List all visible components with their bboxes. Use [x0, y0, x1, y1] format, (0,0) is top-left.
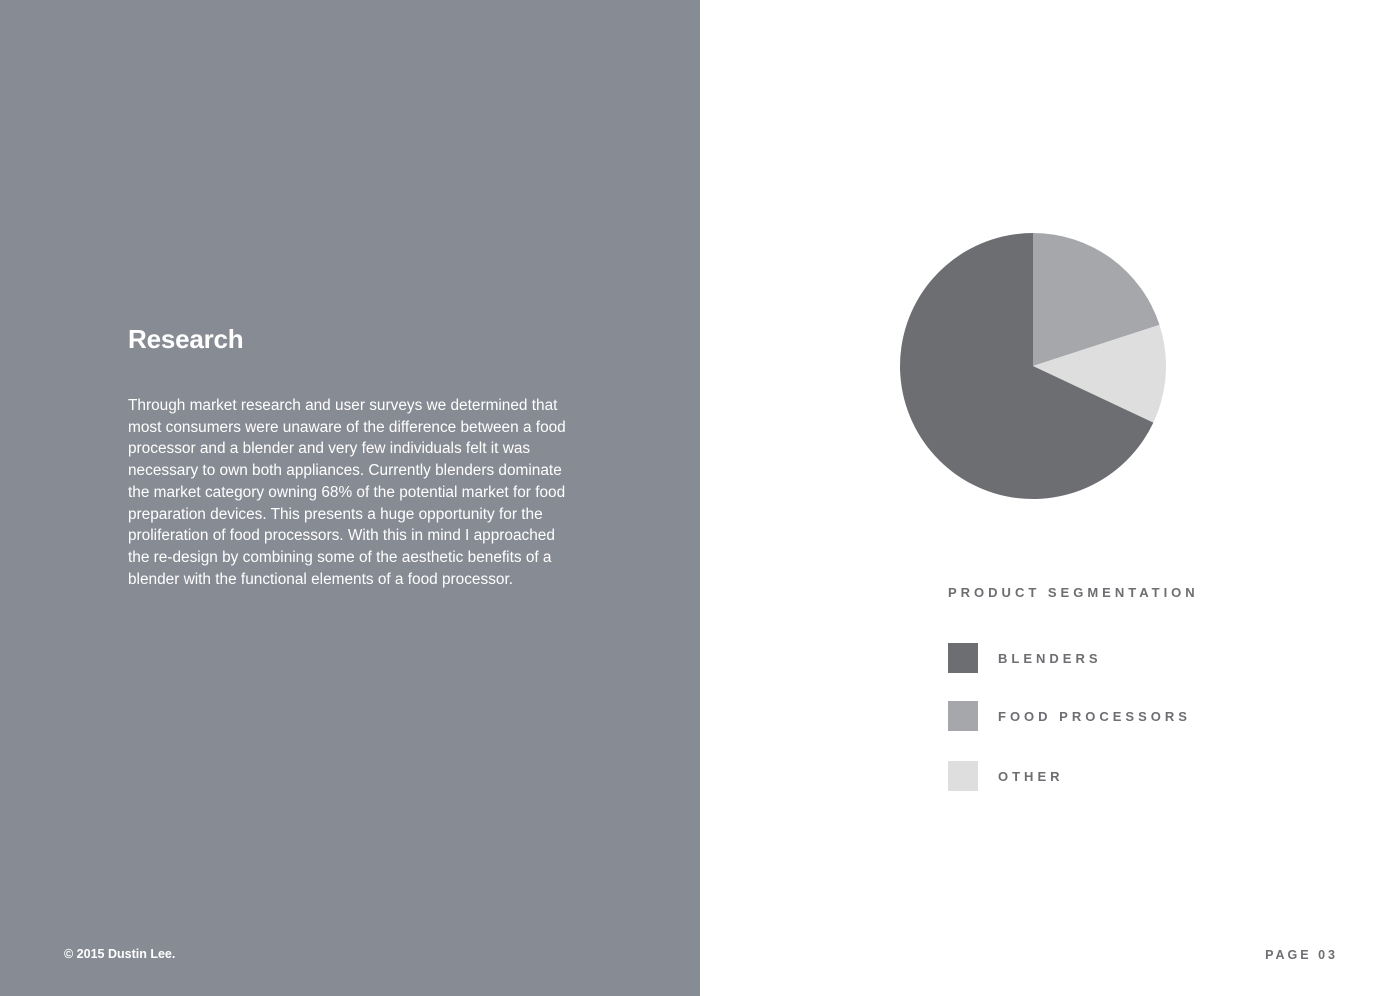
- legend-label-blenders: BLENDERS: [998, 651, 1102, 666]
- legend-swatch-other: [948, 761, 978, 791]
- page-heading: Research: [128, 324, 244, 354]
- legend-swatch-food-processors: [948, 701, 978, 731]
- chart-title: PRODUCT SEGMENTATION: [948, 585, 1199, 600]
- pie-slices: [900, 233, 1166, 499]
- legend-swatch-blenders: [948, 643, 978, 673]
- legend-label-other: OTHER: [998, 769, 1064, 784]
- legend-label-food-processors: FOOD PROCESSORS: [998, 709, 1191, 724]
- copyright-text: © 2015 Dustin Lee.: [64, 947, 176, 961]
- page-number: PAGE 03: [1265, 948, 1338, 962]
- research-paragraph: Through market research and user surveys we determined that most consumers were unaware of the difference between a food processor and a blender and very few individuals felt it was necessary to own both appliances. Currently blenders dominate the market category owning 68% of the potential market for food preparation devices. This presents a huge opportunity for the proliferation of food processors. With this in mind I approached the re-design by combining some of the aesthetic benefits of a blender with the functional elements of a food processor.: [128, 397, 566, 588]
- pie-chart: [897, 230, 1169, 502]
